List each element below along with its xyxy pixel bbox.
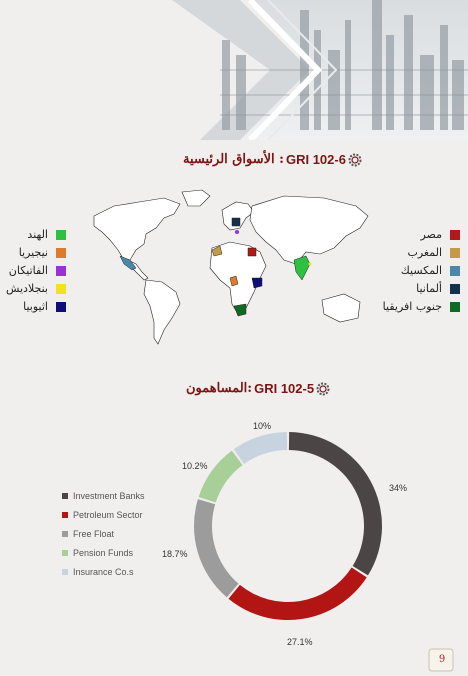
country-south-africa bbox=[234, 304, 246, 316]
donut-slice-free-float bbox=[194, 499, 238, 597]
legend-label: الفاتيكان bbox=[8, 264, 48, 277]
legend-label: بنجلاديش bbox=[5, 282, 48, 295]
legend-swatch bbox=[450, 266, 460, 276]
legend-label: Pension Funds bbox=[73, 547, 134, 558]
data-label: 34% bbox=[389, 483, 408, 493]
header-banner bbox=[0, 0, 468, 140]
legend-item bbox=[27, 228, 66, 241]
markets-heading bbox=[183, 152, 362, 167]
donut-slice-pension-funds bbox=[199, 451, 243, 503]
legend-swatch bbox=[450, 284, 460, 294]
legend-label: ألمانيا bbox=[416, 282, 442, 295]
legend-item bbox=[416, 282, 460, 295]
pie-legend-item bbox=[62, 486, 145, 505]
legend-label: اثيوبيا bbox=[23, 300, 48, 313]
markets-title-ar: الأسواق الرئيسية : bbox=[183, 152, 284, 167]
legend-swatch bbox=[62, 512, 68, 518]
legend-swatch bbox=[56, 284, 66, 294]
pie-legend-item bbox=[62, 562, 145, 581]
legend-label: نيجيريا bbox=[18, 246, 48, 259]
legend-swatch bbox=[56, 266, 66, 276]
shareholders-heading bbox=[186, 381, 330, 396]
pie-legend-item bbox=[62, 505, 145, 524]
legend-item bbox=[401, 264, 460, 277]
legend-label: Free Float bbox=[73, 528, 115, 539]
legend-item bbox=[19, 246, 66, 259]
pie-legend-item bbox=[62, 524, 145, 543]
legend-item bbox=[408, 246, 461, 259]
legend-swatch bbox=[62, 569, 68, 575]
refinery-photo bbox=[0, 0, 468, 140]
data-label: 18.7% bbox=[162, 549, 188, 559]
legend-swatch bbox=[62, 531, 68, 537]
legend-label: المكسيك bbox=[400, 264, 442, 277]
legend-swatch bbox=[56, 230, 66, 240]
country-vatican bbox=[235, 230, 239, 234]
legend-swatch bbox=[56, 302, 66, 312]
country-egypt bbox=[248, 248, 256, 256]
legend-item bbox=[420, 228, 460, 241]
markets-title-code: GRI 102-6 bbox=[285, 152, 346, 167]
shareholders-title-code: GRI 102-5 bbox=[254, 381, 315, 396]
legend-item bbox=[383, 300, 460, 313]
page-number: 9 bbox=[438, 654, 446, 665]
donut-slice-insurance-co-s bbox=[234, 432, 287, 464]
donut-slice-investment-banks bbox=[289, 432, 382, 575]
legend-label: Investment Banks bbox=[73, 490, 145, 501]
legend-label: جنوب افريقيا bbox=[382, 300, 442, 313]
legend-swatch bbox=[450, 302, 460, 312]
legend-label: الهند bbox=[27, 228, 48, 241]
donut-slice-petroleum-sector bbox=[228, 567, 366, 620]
shareholders-title-ar: المساهمون: bbox=[186, 381, 253, 396]
data-label: 27.1% bbox=[287, 637, 313, 647]
gear-icon bbox=[316, 382, 330, 396]
legend-label: Insurance Co.s bbox=[73, 566, 134, 577]
pie-legend-item bbox=[62, 543, 145, 562]
legend-swatch bbox=[450, 248, 460, 258]
gear-icon bbox=[348, 153, 362, 167]
legend-item bbox=[23, 300, 66, 313]
country-india bbox=[294, 256, 310, 280]
legend-swatch bbox=[450, 230, 460, 240]
country-bangladesh bbox=[309, 263, 312, 266]
legend-swatch bbox=[56, 248, 66, 258]
pie-legend bbox=[62, 486, 145, 581]
data-label: 10.2% bbox=[182, 461, 208, 471]
data-label: 10% bbox=[253, 421, 272, 431]
legend-label: مصر bbox=[420, 228, 442, 241]
legend-label: المغرب bbox=[407, 246, 442, 259]
country-germany bbox=[232, 218, 240, 226]
world-map bbox=[84, 188, 374, 348]
country-ethiopia bbox=[252, 278, 262, 288]
shareholders-donut-chart bbox=[188, 426, 388, 626]
legend-swatch bbox=[62, 550, 68, 556]
legend-item bbox=[6, 282, 66, 295]
legend-label: Petroleum Sector bbox=[73, 509, 143, 520]
legend-item bbox=[9, 264, 66, 277]
legend-swatch bbox=[62, 493, 68, 499]
